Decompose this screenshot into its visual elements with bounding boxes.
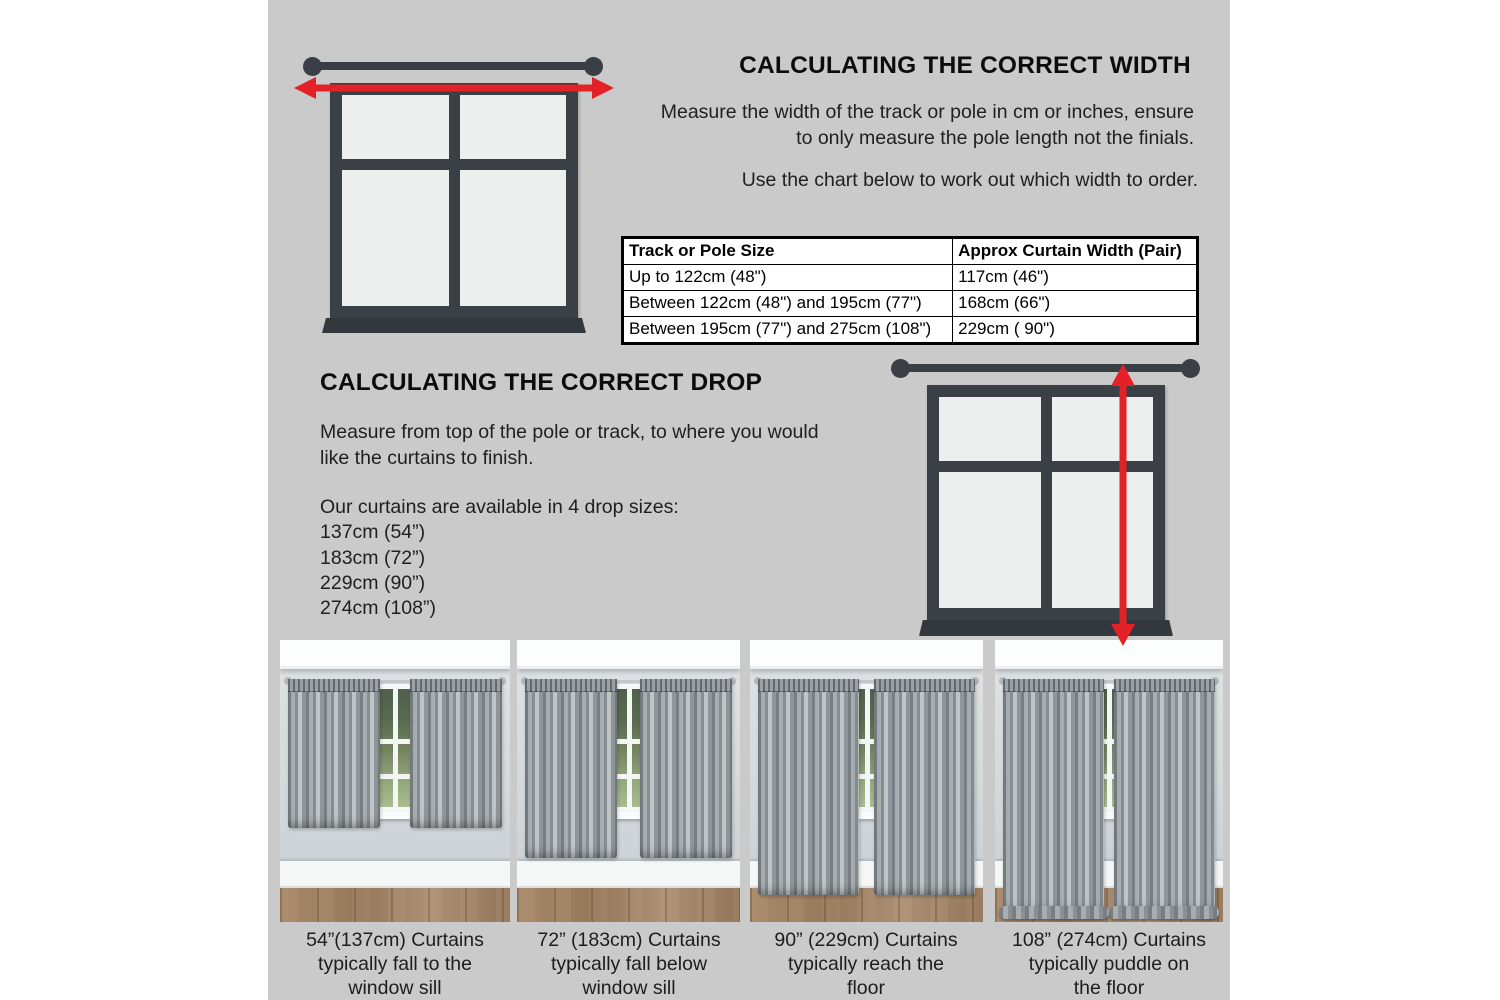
drop-sizes-list <box>320 495 880 621</box>
curtain-width-cell: 229cm ( 90") <box>953 317 1197 344</box>
baseboard <box>280 861 510 888</box>
pole-size-cell: Up to 122cm (48") <box>623 265 953 291</box>
size-table-header-row <box>623 238 1197 265</box>
caption-line: 72” (183cm) Curtains <box>537 929 721 951</box>
curtain-example-photo-72 <box>517 640 740 922</box>
size-table-header-pole: Track or Pole Size <box>623 238 953 265</box>
caption-line: window sill <box>348 977 442 999</box>
example-caption-90 <box>746 928 986 1000</box>
drop-instruction-line1: Measure from top of the pole or track, to where you would <box>320 421 819 443</box>
curtain-right <box>1114 679 1215 913</box>
drop-size-item: 229cm (90”) <box>320 571 426 594</box>
curtain-pole-illustration <box>312 62 594 70</box>
window-panes <box>342 95 566 306</box>
caption-line: 90” (229cm) Curtains <box>774 929 958 951</box>
caption-line: typically puddle on <box>1028 953 1190 975</box>
cornice <box>750 640 983 669</box>
caption-line: typically fall below <box>550 953 708 975</box>
wood-floor <box>280 888 510 922</box>
pole-finial-right <box>584 57 603 76</box>
width-instructions <box>620 99 1194 151</box>
drop-size-item: 274cm (108”) <box>320 597 436 620</box>
pole-finial-left <box>891 359 910 378</box>
pole-size-cell: Between 195cm (77") and 275cm (108") <box>623 317 953 344</box>
size-table-header-width: Approx Curtain Width (Pair) <box>953 238 1197 265</box>
curtain-left <box>525 679 617 858</box>
curtain-right <box>874 679 975 895</box>
width-arrow-icon <box>292 75 616 101</box>
curtain-example-photo-90 <box>750 640 983 922</box>
example-caption-108 <box>989 928 1229 1000</box>
drop-size-item: 183cm (72”) <box>320 546 426 569</box>
window-sill <box>322 318 586 333</box>
baseboard <box>517 861 740 888</box>
curtain-puddle-right <box>1109 906 1219 919</box>
example-caption-72 <box>509 928 749 1000</box>
size-table <box>622 237 1198 344</box>
caption-line: 108” (274cm) Curtains <box>1012 929 1206 951</box>
curtain-example-photo-54 <box>280 640 510 922</box>
curtain-right <box>410 679 502 828</box>
curtain-left <box>288 679 380 828</box>
size-table-row <box>623 317 1197 344</box>
window-illustration-width <box>330 83 578 318</box>
caption-line: 54”(137cm) Curtains <box>306 929 484 951</box>
drop-sizes-intro: Our curtains are available in 4 drop sizes: <box>320 496 679 518</box>
size-table-row <box>623 265 1197 291</box>
drop-arrow-icon <box>1106 362 1140 648</box>
pole-finial-left <box>303 57 322 76</box>
curtain-puddle-left <box>999 906 1109 919</box>
curtain-width-cell: 168cm (66") <box>953 291 1197 317</box>
drop-size-item: 137cm (54”) <box>320 521 426 544</box>
width-chart-note: Use the chart below to work out which width to order. <box>741 169 1198 191</box>
pole-finial-right <box>1181 359 1200 378</box>
width-instruction-line1: Measure the width of the track or pole in cm or inches, ensure <box>660 101 1194 123</box>
curtain-right <box>640 679 732 858</box>
curtain-width-cell: 117cm (46") <box>953 265 1197 291</box>
pole-size-cell: Between 122cm (48") and 195cm (77") <box>623 291 953 317</box>
drop-instructions <box>320 419 880 471</box>
drop-instruction-line2: like the curtains to finish. <box>320 447 534 469</box>
wood-floor <box>517 888 740 922</box>
curtain-example-photo-108 <box>995 640 1223 922</box>
cornice <box>517 640 740 669</box>
cornice <box>280 640 510 669</box>
size-table-row <box>623 291 1197 317</box>
caption-line: typically reach the <box>787 953 945 975</box>
caption-line: the floor <box>1073 977 1145 999</box>
drop-section-title: CALCULATING THE CORRECT DROP <box>320 369 763 396</box>
curtain-left <box>1003 679 1104 913</box>
caption-line: floor <box>847 977 885 999</box>
width-section-title: CALCULATING THE CORRECT WIDTH <box>739 52 1191 79</box>
caption-line: typically fall to the <box>318 953 472 975</box>
curtain-pole-illustration <box>900 364 1192 372</box>
curtain-left <box>758 679 859 895</box>
width-instruction-line2: to only measure the pole length not the finials. <box>796 127 1194 149</box>
caption-line: window sill <box>582 977 676 999</box>
example-caption-54 <box>275 928 515 1000</box>
